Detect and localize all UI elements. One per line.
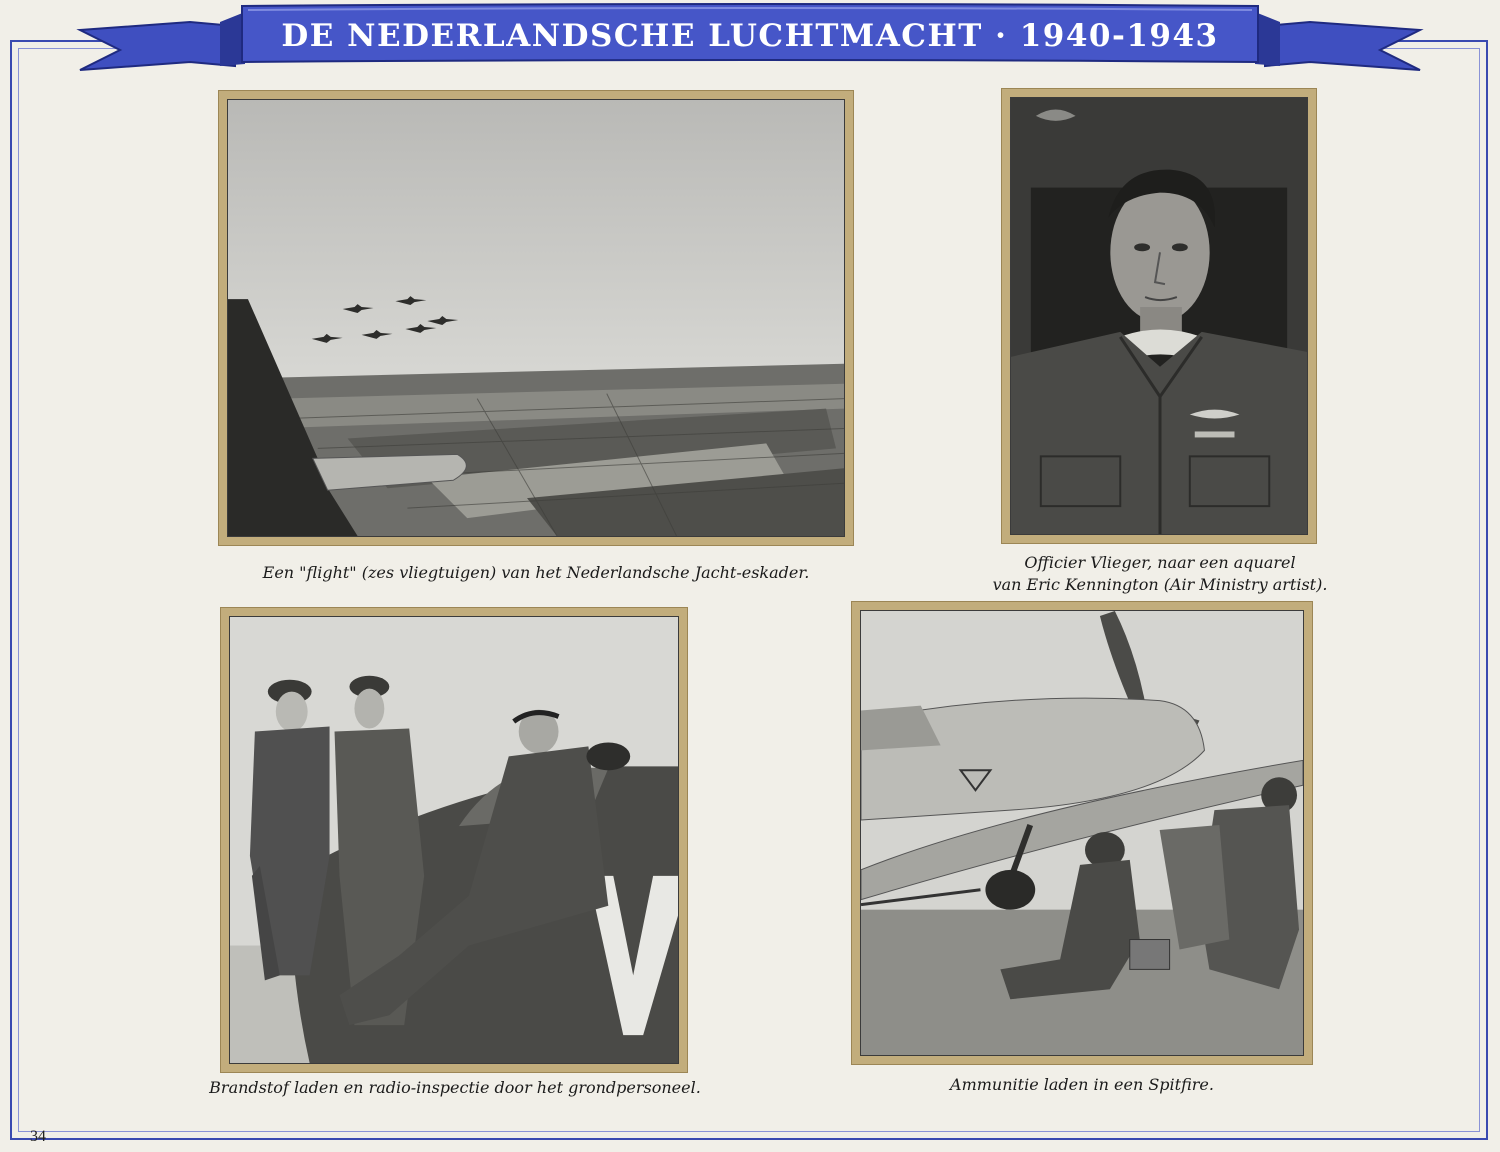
caption-portrait-line-1: Officier Vlieger, naar een aquarel [1024,553,1296,572]
caption-spitfire: Ammunitie laden in een Spitfire. [950,1075,1214,1094]
caption-flight: Een "flight" (zes vliegtuigen) van het Nederlandsche Jacht-eskader. [262,563,810,582]
spitfire-ammunition-photo [860,610,1304,1056]
page-number: 34 [30,1128,46,1145]
caption-portrait-line-2: van Eric Kennington (Air Ministry artist). [992,575,1328,594]
officer-portrait-photo [1010,97,1308,535]
refuelling-photo [229,616,679,1064]
page-title: DE NEDERLANDSCHE LUCHTMACHT · 1940-1943 [281,18,1219,54]
photo-frame-portrait [1002,89,1316,543]
photo-frame-refuelling [221,608,687,1072]
flight-formation-photo [227,99,845,537]
caption-refuelling: Brandstof laden en radio-inspectie door het grondpersoneel. [209,1078,701,1097]
photo-frame-flight [219,91,853,545]
caption-portrait [940,552,1380,596]
photo-frame-spitfire [852,602,1312,1064]
header-banner [70,0,1430,80]
